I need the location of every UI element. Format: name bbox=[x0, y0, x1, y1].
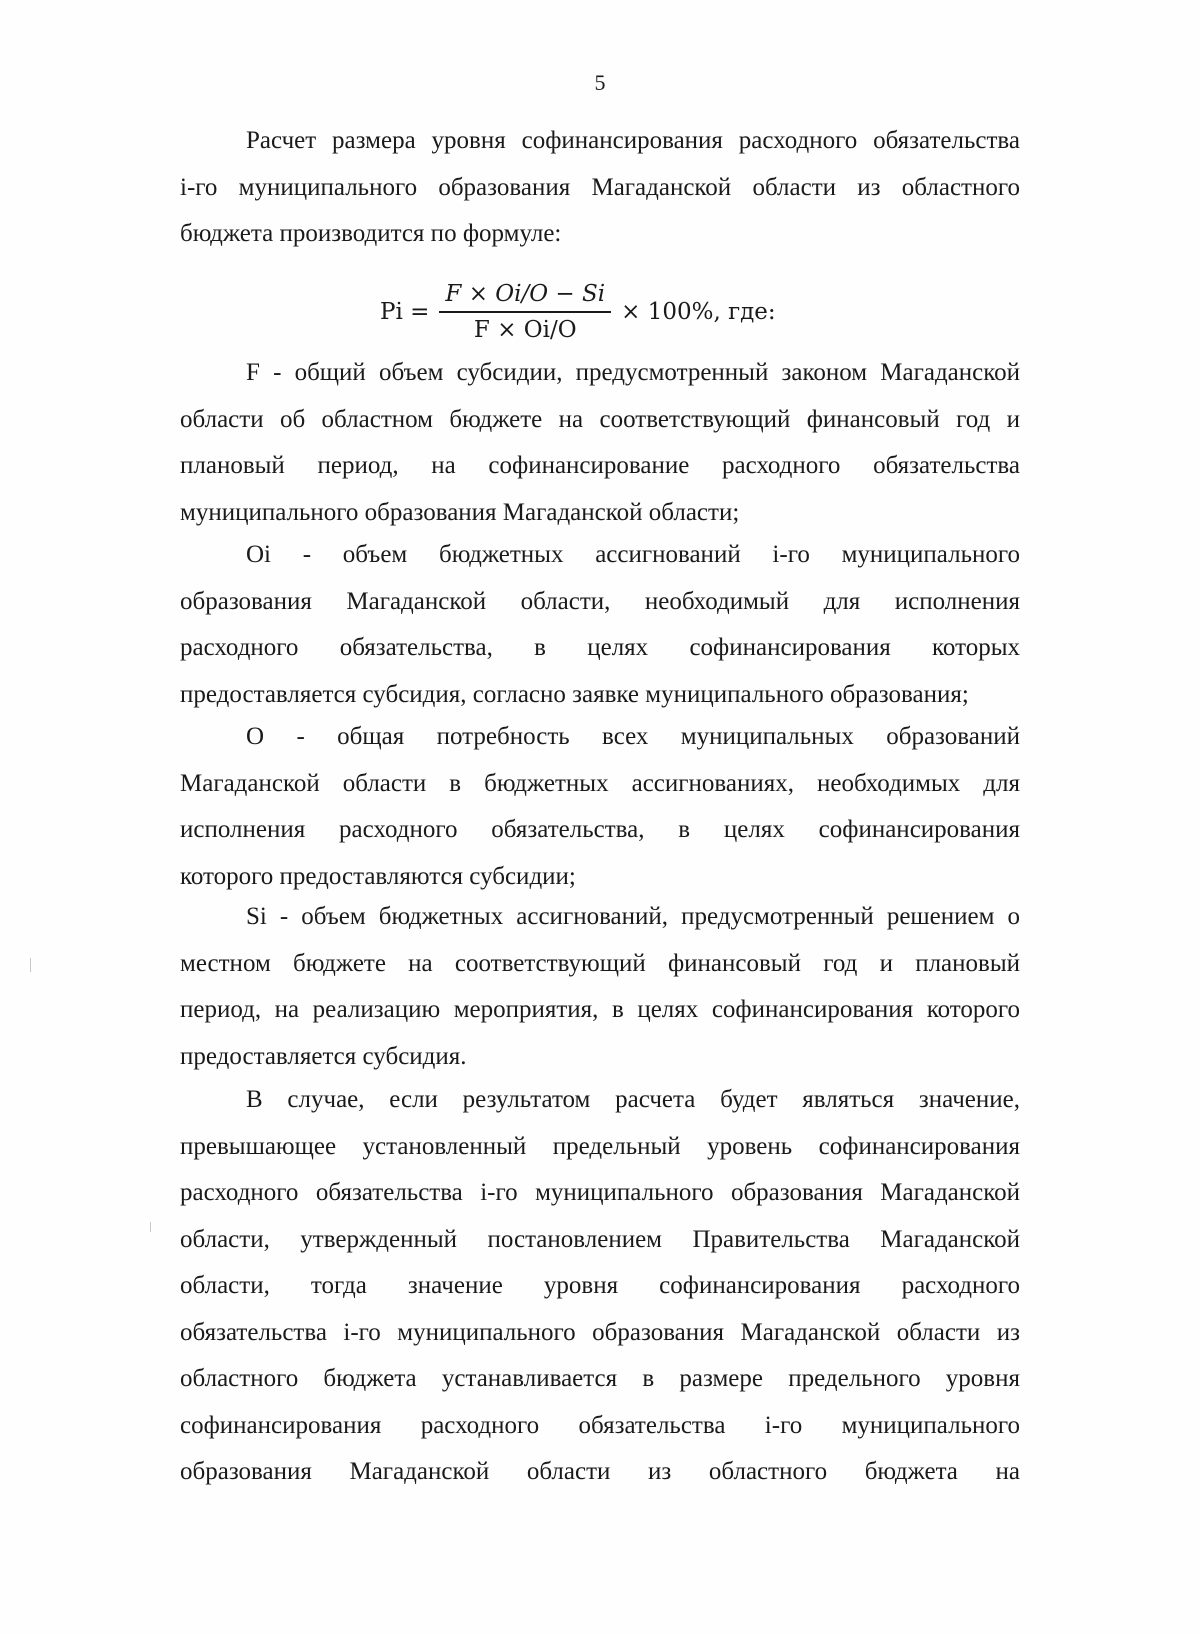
text-line: предоставляется субсидия, согласно заявке муниципального образования; bbox=[180, 680, 969, 708]
definition-f bbox=[180, 350, 1020, 536]
definition-oi bbox=[180, 532, 1020, 718]
text-line: софинансирования расходного обязательства i-го муниципального bbox=[180, 1411, 1020, 1439]
text-line: бюджета производится по формуле: bbox=[180, 220, 562, 247]
text-line: Oi - объем бюджетных ассигнований i-го муниципального bbox=[246, 541, 1020, 568]
text-line: муниципального образования Магаданской области; bbox=[180, 498, 740, 526]
text-line: превышающее установленный предельный уровень софинансирования bbox=[180, 1132, 1020, 1160]
intro-paragraph bbox=[180, 118, 1020, 258]
text-line: расходного обязательства i-го муниципального образования Магаданской bbox=[180, 1179, 1020, 1206]
text-line: исполнения расходного обязательства, в целях софинансирования bbox=[180, 816, 1020, 843]
text-line: областного бюджета устанавливается в размере предельного уровня bbox=[180, 1365, 1020, 1392]
text-line: которого предоставляются субсидии; bbox=[180, 862, 576, 890]
formula-lhs: Pi = bbox=[380, 299, 430, 325]
text-line: Магаданской области в бюджетных ассигнованиях, необходимых для bbox=[180, 769, 1020, 797]
formula-rhs: × 100%, где: bbox=[621, 299, 776, 325]
text-line: O - общая потребность всех муниципальных образований bbox=[246, 723, 1020, 750]
scan-edge-mark bbox=[30, 958, 31, 972]
text-line: обязательства i-го муниципального образования Магаданской области из bbox=[180, 1318, 1020, 1346]
text-line: F - общий объем субсидии, предусмотренный законом Магаданской bbox=[246, 359, 1020, 386]
formula bbox=[380, 272, 776, 352]
text-line: области об областном бюджете на соответствующий финансовый год и bbox=[180, 405, 1020, 433]
formula-denominator: F × Oi/O bbox=[473, 316, 577, 343]
text-line: В случае, если результатом расчета будет являться значение, bbox=[246, 1086, 1020, 1113]
text-line: области, тогда значение уровня софинансирования расходного bbox=[180, 1272, 1020, 1299]
text-line: расходного обязательства, в целях софинансирования которых bbox=[180, 634, 1020, 661]
text-line: предоставляется субсидия. bbox=[180, 1042, 467, 1070]
text-line: период, на реализацию мероприятия, в целях софинансирования которого bbox=[180, 996, 1020, 1023]
text-line: местном бюджете на соответствующий финансовый год и плановый bbox=[180, 949, 1020, 977]
final-paragraph bbox=[180, 1077, 1020, 1496]
scan-edge-mark bbox=[150, 1222, 151, 1232]
definition-si bbox=[180, 894, 1020, 1080]
text-line: Si - объем бюджетных ассигнований, предусмотренный решением о bbox=[246, 903, 1020, 930]
page-number: 5 bbox=[594, 70, 606, 95]
formula-fraction bbox=[439, 281, 611, 343]
text-line: образования Магаданской области из областного бюджета на bbox=[180, 1458, 1020, 1485]
text-line: области, утвержденный постановлением Правительства Магаданской bbox=[180, 1225, 1020, 1253]
formula-numerator: F × Oi/O − Si bbox=[445, 281, 606, 308]
definition-o bbox=[180, 714, 1020, 900]
text-line: плановый период, на софинансирование расходного обязательства bbox=[180, 452, 1020, 479]
text-line: Расчет размера уровня софинансирования расходного обязательства bbox=[246, 127, 1020, 154]
text-line: i-го муниципального образования Магаданской области из областного bbox=[180, 173, 1020, 201]
text-line: образования Магаданской области, необходимый для исполнения bbox=[180, 587, 1020, 615]
